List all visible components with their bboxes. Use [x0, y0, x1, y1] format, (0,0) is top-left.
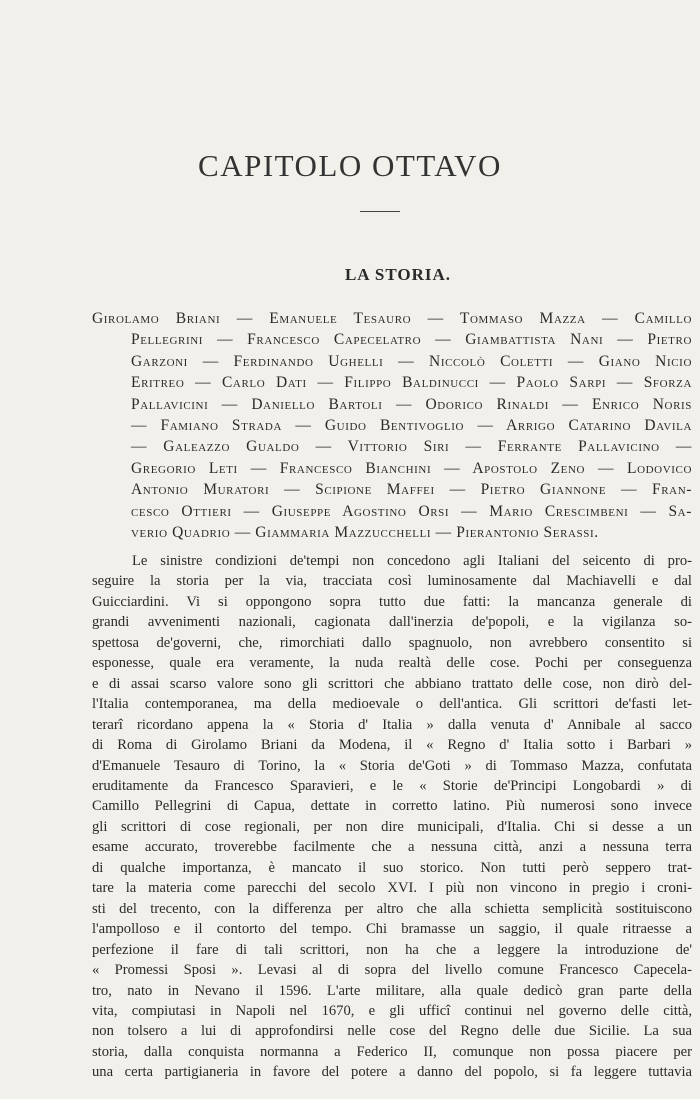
body-line: e di assai scarso valore sono gli scrittori che abbiano trattato delle cose, non dirò del-: [92, 675, 692, 692]
body-line: Le sinistre condizioni de'tempi non concedono agli Italiani del seicento di pro-: [132, 553, 692, 569]
body-line: l'Italia contemporanea, ma della medioevale o dell'antica. Gli scrittori de'fasti let-: [92, 696, 692, 713]
summary-line: Pellegrini — Francesco Capecelatro — Giambattista Nani — Pietro: [131, 331, 692, 349]
summary-line: Gregorio Leti — Francesco Bianchini — Apostolo Zeno — Lodovico: [131, 459, 692, 477]
body-line: d'Emanuele Tesauro di Torino, la « Storia de'Goti » di Tommaso Mazza, confutata: [92, 757, 692, 774]
chapter-summary: [92, 308, 692, 543]
summary-line: — Galeazzo Gualdo — Vittorio Siri — Ferrante Pallavicino —: [131, 438, 692, 456]
body-line: spettosa de'governi, che, rimorchiati dallo spagnuolo, non avrebbero consentito si: [92, 634, 692, 651]
summary-line: Garzoni — Ferdinando Ughelli — Niccolò Coletti — Giano Nicio: [131, 352, 692, 370]
body-line: « Promessi Sposi ». Levasi al di sopra del livello comune Francesco Capecela-: [92, 962, 692, 979]
body-paragraph: [92, 551, 692, 1083]
summary-line: — Famiano Strada — Guido Bentivoglio — Arrigo Catarino Davila: [131, 417, 692, 435]
body-line: eruditamente da Francesco Sparavieri, e le « Storie de'Principi Longobardi » di: [92, 777, 692, 794]
body-line: esponesse, quale era veramente, la nuda realtà delle cose. Pochi per conseguenza: [92, 655, 692, 672]
summary-line: Girolamo Briani — Emanuele Tesauro — Tommaso Mazza — Camillo: [92, 310, 692, 327]
body-line: non tolsero a lui di approfondirsi nelle cose del Regno delle due Sicilie. La sua: [92, 1023, 692, 1040]
summary-line: Eritreo — Carlo Dati — Filippo Baldinucci — Paolo Sarpi — Sforza: [131, 374, 692, 392]
body-line: grandi avvenimenti nazionali, cagionata dall'inerzia de'popoli, e la vigilanza so-: [92, 614, 692, 631]
summary-line: cesco Ottieri — Giuseppe Agostino Orsi — Mario Crescimbeni — Sa-: [131, 502, 692, 520]
body-line: seguire la storia per la via, tracciata così luminosamente dal Machiavelli e dal: [92, 573, 692, 590]
summary-line: Pallavicini — Daniello Bartoli — Odorico Rinaldi — Enrico Noris: [131, 395, 692, 413]
body-line: esame accurato, troverebbe facilmente che a nessuna città, anzi a nessuna terra: [92, 839, 692, 856]
body-line: l'ampolloso e il contorto del tempo. Chi bramasse un saggio, il quale ritraesse a: [92, 921, 692, 938]
body-line: di Roma di Girolamo Briani da Modena, il « Regno d' Italia sotto i Barbari »: [92, 737, 692, 754]
body-line: di qualche importanza, è mancato il suo storico. Non tutti però seppero trat-: [92, 859, 692, 876]
body-line: Guicciardini. Vi si oppongono sopra tutto due fatti: la mancanza generale di: [92, 593, 692, 610]
body-line: tro, nato in Nevano il 1596. L'arte militare, alla quale dedicò gran parte della: [92, 982, 692, 999]
chapter-title: CAPITOLO OTTAVO: [198, 148, 502, 183]
body-line: terarî ricordano appena la « Storia d' Italia » dalla venuta d' Annibale al sacco: [92, 716, 692, 733]
body-line: tare la materia come parecchi del secolo XVI. I più non vincono in pregio i croni-: [92, 880, 692, 897]
title-divider: [360, 211, 400, 212]
body-line: Camillo Pellegrini di Capua, dettate in corretto latino. Più numerosi sono invece: [92, 798, 692, 815]
body-line: perfezione il fare di tali scrittori, non ha che a leggere la introduzione de': [92, 941, 692, 958]
summary-line: Antonio Muratori — Scipione Maffei — Pietro Giannone — Fran-: [131, 481, 692, 499]
body-line: gli scrittori di cose regionali, per non dire municipali, d'Italia. Chi si desse a un: [92, 818, 692, 835]
body-line: una certa partigianeria in favore del potere a danno del popolo, si fa leggere tuttavia: [92, 1064, 692, 1081]
body-line: sti del trecento, con la differenza per altro che alla schietta semplicità sostituiscono: [92, 900, 692, 917]
summary-line: verio Quadrio — Giammaria Mazzucchelli — Pierantonio Serassi.: [131, 524, 599, 542]
body-line: vita, compiutasi in Napoli nel 1670, e gli ufficî continui nel governo delle città,: [92, 1002, 692, 1019]
section-title: LA STORIA.: [344, 265, 452, 284]
body-line: storia, dalla conquista normanna a Federico II, comunque non possa piacere per: [92, 1043, 692, 1060]
